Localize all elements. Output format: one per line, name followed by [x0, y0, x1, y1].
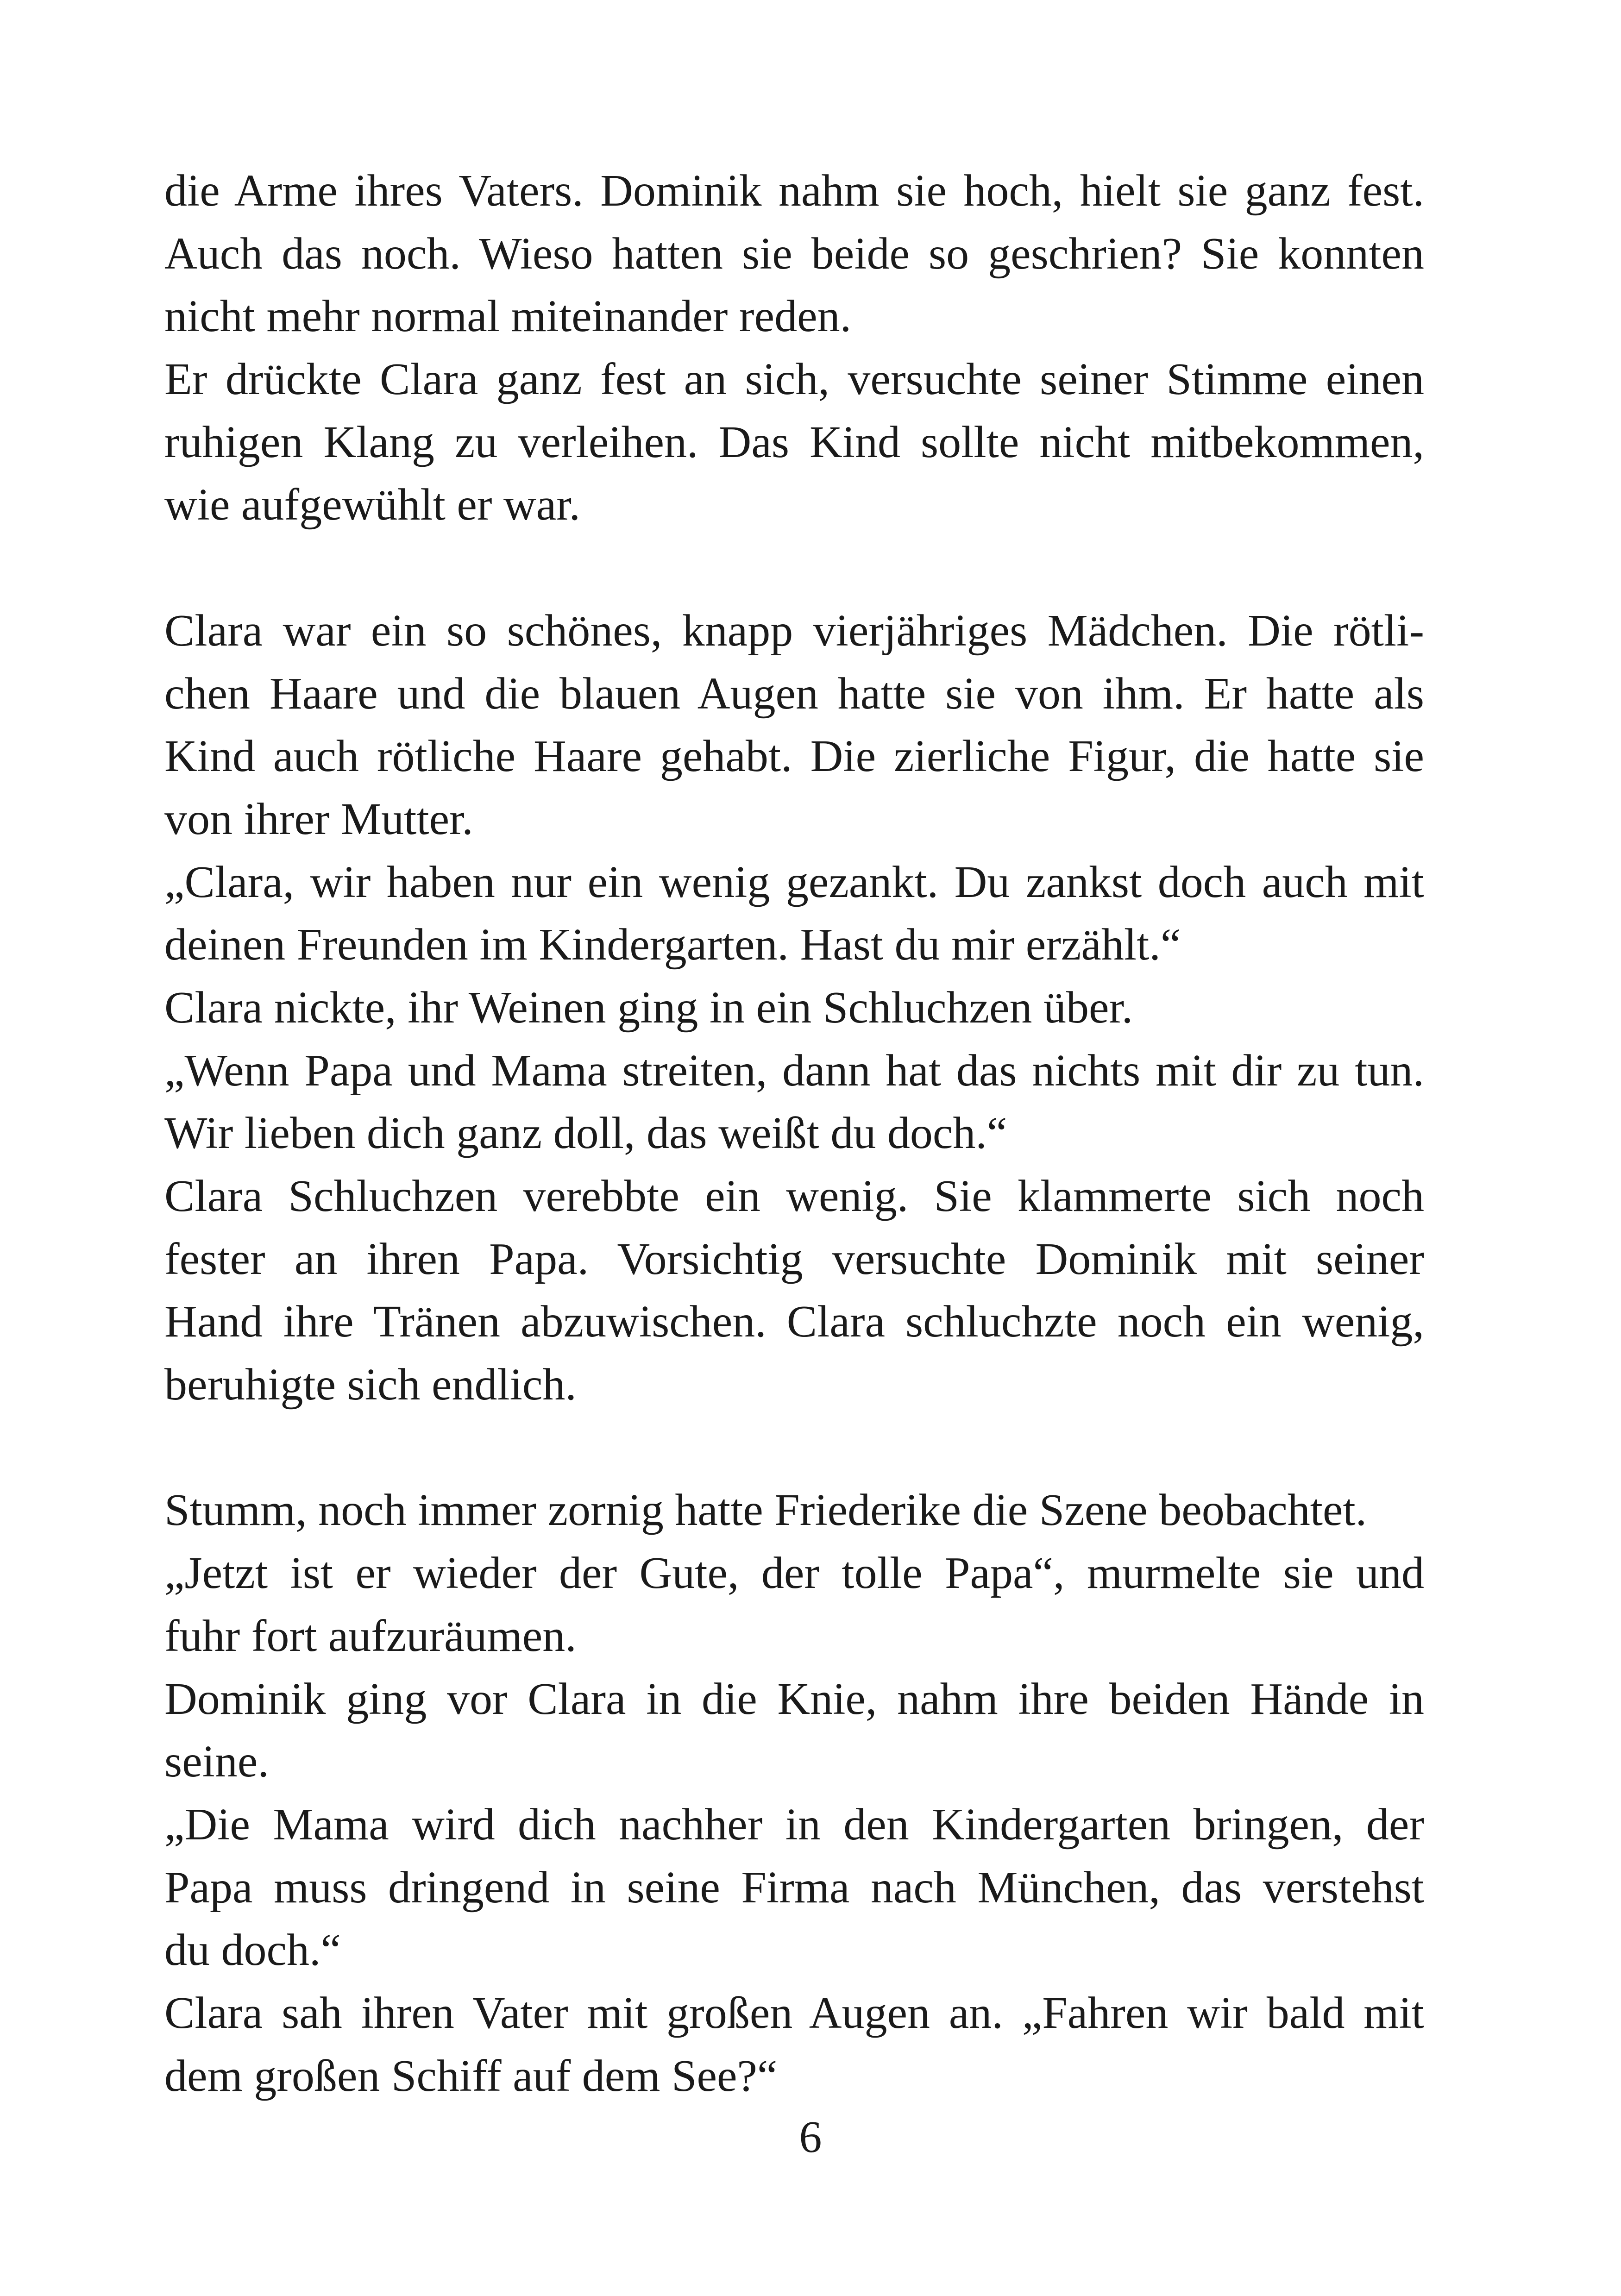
- text-line: die Arme ihres Vaters. Dominik nahm sie hoch, hielt sie ganz fest.: [164, 166, 1424, 216]
- text-line: Auch das noch. Wieso hatten sie beide so geschrien? Sie konnten: [164, 228, 1424, 279]
- text-line: „Clara, wir haben nur ein wenig gezankt. Du zankst doch auch mit: [164, 857, 1424, 907]
- text-line: Clara Schluchzen verebbte ein wenig. Sie klammerte sich noch: [164, 1171, 1424, 1221]
- text-line: seine.: [164, 1737, 269, 1787]
- text-line: nicht mehr normal miteinander reden.: [164, 291, 852, 342]
- text-line: Wir lieben dich ganz doll, das weißt du doch.“: [164, 1108, 1007, 1159]
- text-line: fuhr fort aufzuräumen.: [164, 1611, 577, 1661]
- text-line: du doch.“: [164, 1925, 341, 1976]
- text-line: Clara sah ihren Vater mit großen Augen an. „Fahren wir bald mit: [164, 1988, 1424, 2038]
- text-line: Er drückte Clara ganz fest an sich, versuchte seiner Stimme einen: [164, 354, 1424, 405]
- text-line: deinen Freunden im Kindergarten. Hast du mir erzählt.“: [164, 920, 1181, 970]
- text-line: wie aufgewühlt er war.: [164, 480, 580, 530]
- paragraph-gap: [164, 1417, 1424, 1480]
- body-text: [164, 160, 1424, 2108]
- text-line: dem großen Schiff auf dem See?“: [164, 2051, 778, 2101]
- text-line: von ihrer Mutter.: [164, 794, 473, 844]
- text-line: „Die Mama wird dich nachher in den Kindergarten bringen, der: [164, 1799, 1424, 1850]
- page-number: 6: [799, 2112, 822, 2162]
- text-line: „Wenn Papa und Mama streiten, dann hat das nichts mit dir zu tun.: [164, 1045, 1424, 1096]
- text-line: Clara war ein so schönes, knapp vierjähriges Mädchen. Die rötli-: [164, 605, 1424, 656]
- text-line: Clara nickte, ihr Weinen ging in ein Schluchzen über.: [164, 982, 1133, 1033]
- text-line: Dominik ging vor Clara in die Knie, nahm ihre beiden Hände in: [164, 1674, 1424, 1724]
- text-line: beruhigte sich endlich.: [164, 1360, 577, 1410]
- text-line: Stumm, noch immer zornig hatte Friederike die Szene beobachtet.: [164, 1485, 1367, 1536]
- text-line: chen Haare und die blauen Augen hatte sie von ihm. Er hatte als: [164, 668, 1424, 719]
- text-line: Kind auch rötliche Haare gehabt. Die zierliche Figur, die hatte sie: [164, 731, 1424, 782]
- text-line: „Jetzt ist er wieder der Gute, der tolle Papa“, murmelte sie und: [164, 1548, 1424, 1599]
- text-line: fester an ihren Papa. Vorsichtig versuchte Dominik mit seiner: [164, 1234, 1424, 1284]
- paragraph-gap: [164, 537, 1424, 600]
- text-line: ruhigen Klang zu verleihen. Das Kind sollte nicht mitbekommen,: [164, 417, 1424, 467]
- text-line: Papa muss dringend in seine Firma nach München, das verstehst: [164, 1862, 1424, 1913]
- text-line: Hand ihre Tränen abzuwischen. Clara schluchzte noch ein wenig,: [164, 1297, 1424, 1347]
